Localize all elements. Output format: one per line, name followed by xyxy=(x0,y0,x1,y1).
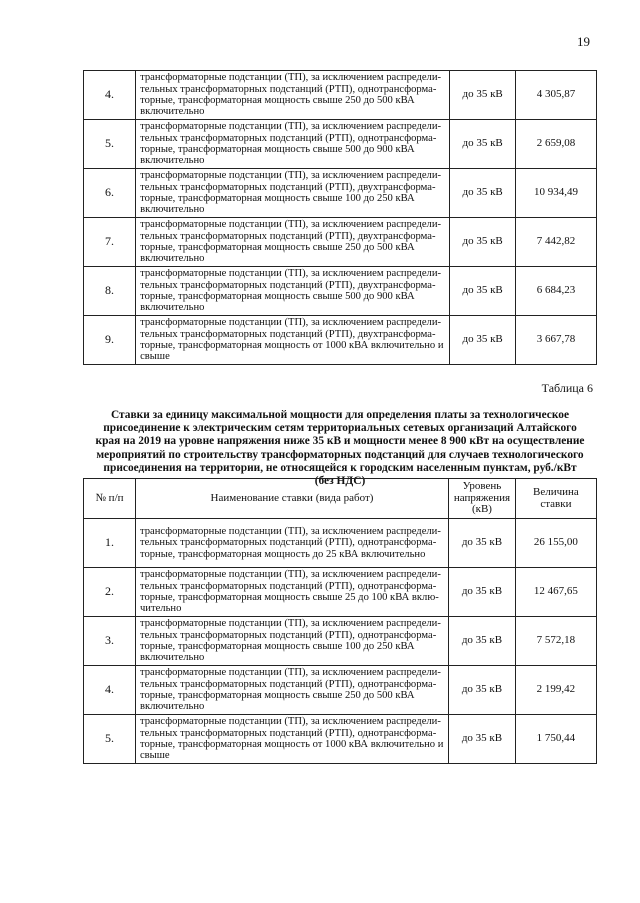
rate-name: трансформаторные подстанции (ТП), за исключением распредели-тельных трансформаторных подстанций (РТП), двухтрансформа-торные, трансформаторная мощность свыше 500 до 900 кВА включительно xyxy=(136,267,450,316)
row-number: 5. xyxy=(84,120,136,169)
table-heading: Ставки за единицу максимальной мощности для определения платы за технологическое присоединение к электрическим сетям территориальных сетевых организаций Алтайского края на 2019 на уровне напряжения ниже 35 кВ и мощности менее 8 900 кВт на осуществление мероприятий по строительству трансформаторных подстанций для случаев технологического присоединения на территории, не относящейся к городским населенным пунктам, руб./кВт (без НДС) xyxy=(95,409,585,488)
table-row xyxy=(84,218,597,267)
rates-table-continued xyxy=(83,70,597,365)
row-number: 4. xyxy=(84,71,136,120)
table-row xyxy=(84,120,597,169)
row-number: 6. xyxy=(84,169,136,218)
row-number: 2. xyxy=(84,568,136,617)
rates-table-6 xyxy=(83,478,597,764)
row-number: 7. xyxy=(84,218,136,267)
rate-value: 10 934,49 xyxy=(516,169,597,218)
rate-value: 2 659,08 xyxy=(516,120,597,169)
header-voltage-level: Уровень напряжения (кВ) xyxy=(449,479,516,519)
table-label: Таблица 6 xyxy=(541,381,593,395)
rate-name: трансформаторные подстанции (ТП), за исключением распредели-тельных трансформаторных подстанций (РТП), однотрансформа-торные, трансформаторная мощность свыше 250 до 500 кВА включительно xyxy=(136,71,450,120)
voltage-level: до 35 кВ xyxy=(450,120,516,169)
page-number: 19 xyxy=(577,34,590,49)
table-row xyxy=(84,267,597,316)
table-row xyxy=(84,316,597,365)
rate-name: трансформаторные подстанции (ТП), за исключением распредели-тельных трансформаторных подстанций (РТП), двухтрансформа-торные, трансформаторная мощность от 1000 кВА включительно и свыше xyxy=(136,316,450,365)
table-row xyxy=(84,568,597,617)
table-row xyxy=(84,169,597,218)
rate-value: 7 442,82 xyxy=(516,218,597,267)
rate-value: 26 155,00 xyxy=(515,519,596,568)
row-number: 1. xyxy=(84,519,136,568)
voltage-level: до 35 кВ xyxy=(450,71,516,120)
row-number: 3. xyxy=(84,617,136,666)
table-header xyxy=(84,479,597,519)
voltage-level: до 35 кВ xyxy=(450,267,516,316)
rate-name: трансформаторные подстанции (ТП), за исключением распредели-тельных трансформаторных подстанций (РТП), однотрансформа-торные, трансформаторная мощность свыше 100 до 250 кВА включительно xyxy=(135,617,448,666)
rate-name: трансформаторные подстанции (ТП), за исключением распредели-тельных трансформаторных подстанций (РТП), однотрансформа-торные, трансформаторная мощность свыше 500 до 900 кВА включительно xyxy=(136,120,450,169)
row-number: 8. xyxy=(84,267,136,316)
rate-value: 2 199,42 xyxy=(515,666,596,715)
voltage-level: до 35 кВ xyxy=(449,519,516,568)
row-number: 5. xyxy=(84,715,136,764)
voltage-level: до 35 кВ xyxy=(449,666,516,715)
rate-value: 6 684,23 xyxy=(516,267,597,316)
rate-name: трансформаторные подстанции (ТП), за исключением распредели-тельных трансформаторных подстанций (РТП), однотрансформа-торные, трансформаторная мощность свыше 250 до 500 кВА включительно xyxy=(135,666,448,715)
rate-name: трансформаторные подстанции (ТП), за исключением распредели-тельных трансформаторных подстанций (РТП), двухтрансформа-торные, трансформаторная мощность свыше 100 до 250 кВА включительно xyxy=(136,169,450,218)
rate-value: 4 305,87 xyxy=(516,71,597,120)
rate-name: трансформаторные подстанции (ТП), за исключением распредели-тельных трансформаторных подстанций (РТП), двухтрансформа-торные, трансформаторная мощность свыше 250 до 500 кВА включительно xyxy=(136,218,450,267)
header-number: № п/п xyxy=(84,479,136,519)
table-row xyxy=(84,715,597,764)
voltage-level: до 35 кВ xyxy=(450,169,516,218)
row-number: 4. xyxy=(84,666,136,715)
rate-name: трансформаторные подстанции (ТП), за исключением распредели-тельных трансформаторных подстанций (РТП), однотрансформа-торные, трансформаторная мощность от 1000 кВА включительно и свыше xyxy=(135,715,448,764)
header-row xyxy=(84,479,597,519)
rate-name: трансформаторные подстанции (ТП), за исключением распредели-тельных трансформаторных подстанций (РТП), однотрансформа-торные, трансформаторная мощность до 25 кВА включительно xyxy=(135,519,448,568)
table-row xyxy=(84,666,597,715)
row-number: 9. xyxy=(84,316,136,365)
table-body xyxy=(84,519,597,764)
rate-value: 1 750,44 xyxy=(515,715,596,764)
table-row xyxy=(84,617,597,666)
header-name: Наименование ставки (вида работ) xyxy=(135,479,448,519)
header-rate-value: Величина ставки xyxy=(515,479,596,519)
voltage-level: до 35 кВ xyxy=(450,316,516,365)
voltage-level: до 35 кВ xyxy=(449,568,516,617)
table-row xyxy=(84,71,597,120)
voltage-level: до 35 кВ xyxy=(449,715,516,764)
voltage-level: до 35 кВ xyxy=(450,218,516,267)
rate-value: 3 667,78 xyxy=(516,316,597,365)
rate-value: 7 572,18 xyxy=(515,617,596,666)
table-row xyxy=(84,519,597,568)
rate-name: трансформаторные подстанции (ТП), за исключением распредели-тельных трансформаторных подстанций (РТП), однотрансформа-торные, трансформаторная мощность свыше 25 до 100 кВА вклю-чительно xyxy=(135,568,448,617)
rate-value: 12 467,65 xyxy=(515,568,596,617)
voltage-level: до 35 кВ xyxy=(449,617,516,666)
table-body xyxy=(84,71,597,365)
